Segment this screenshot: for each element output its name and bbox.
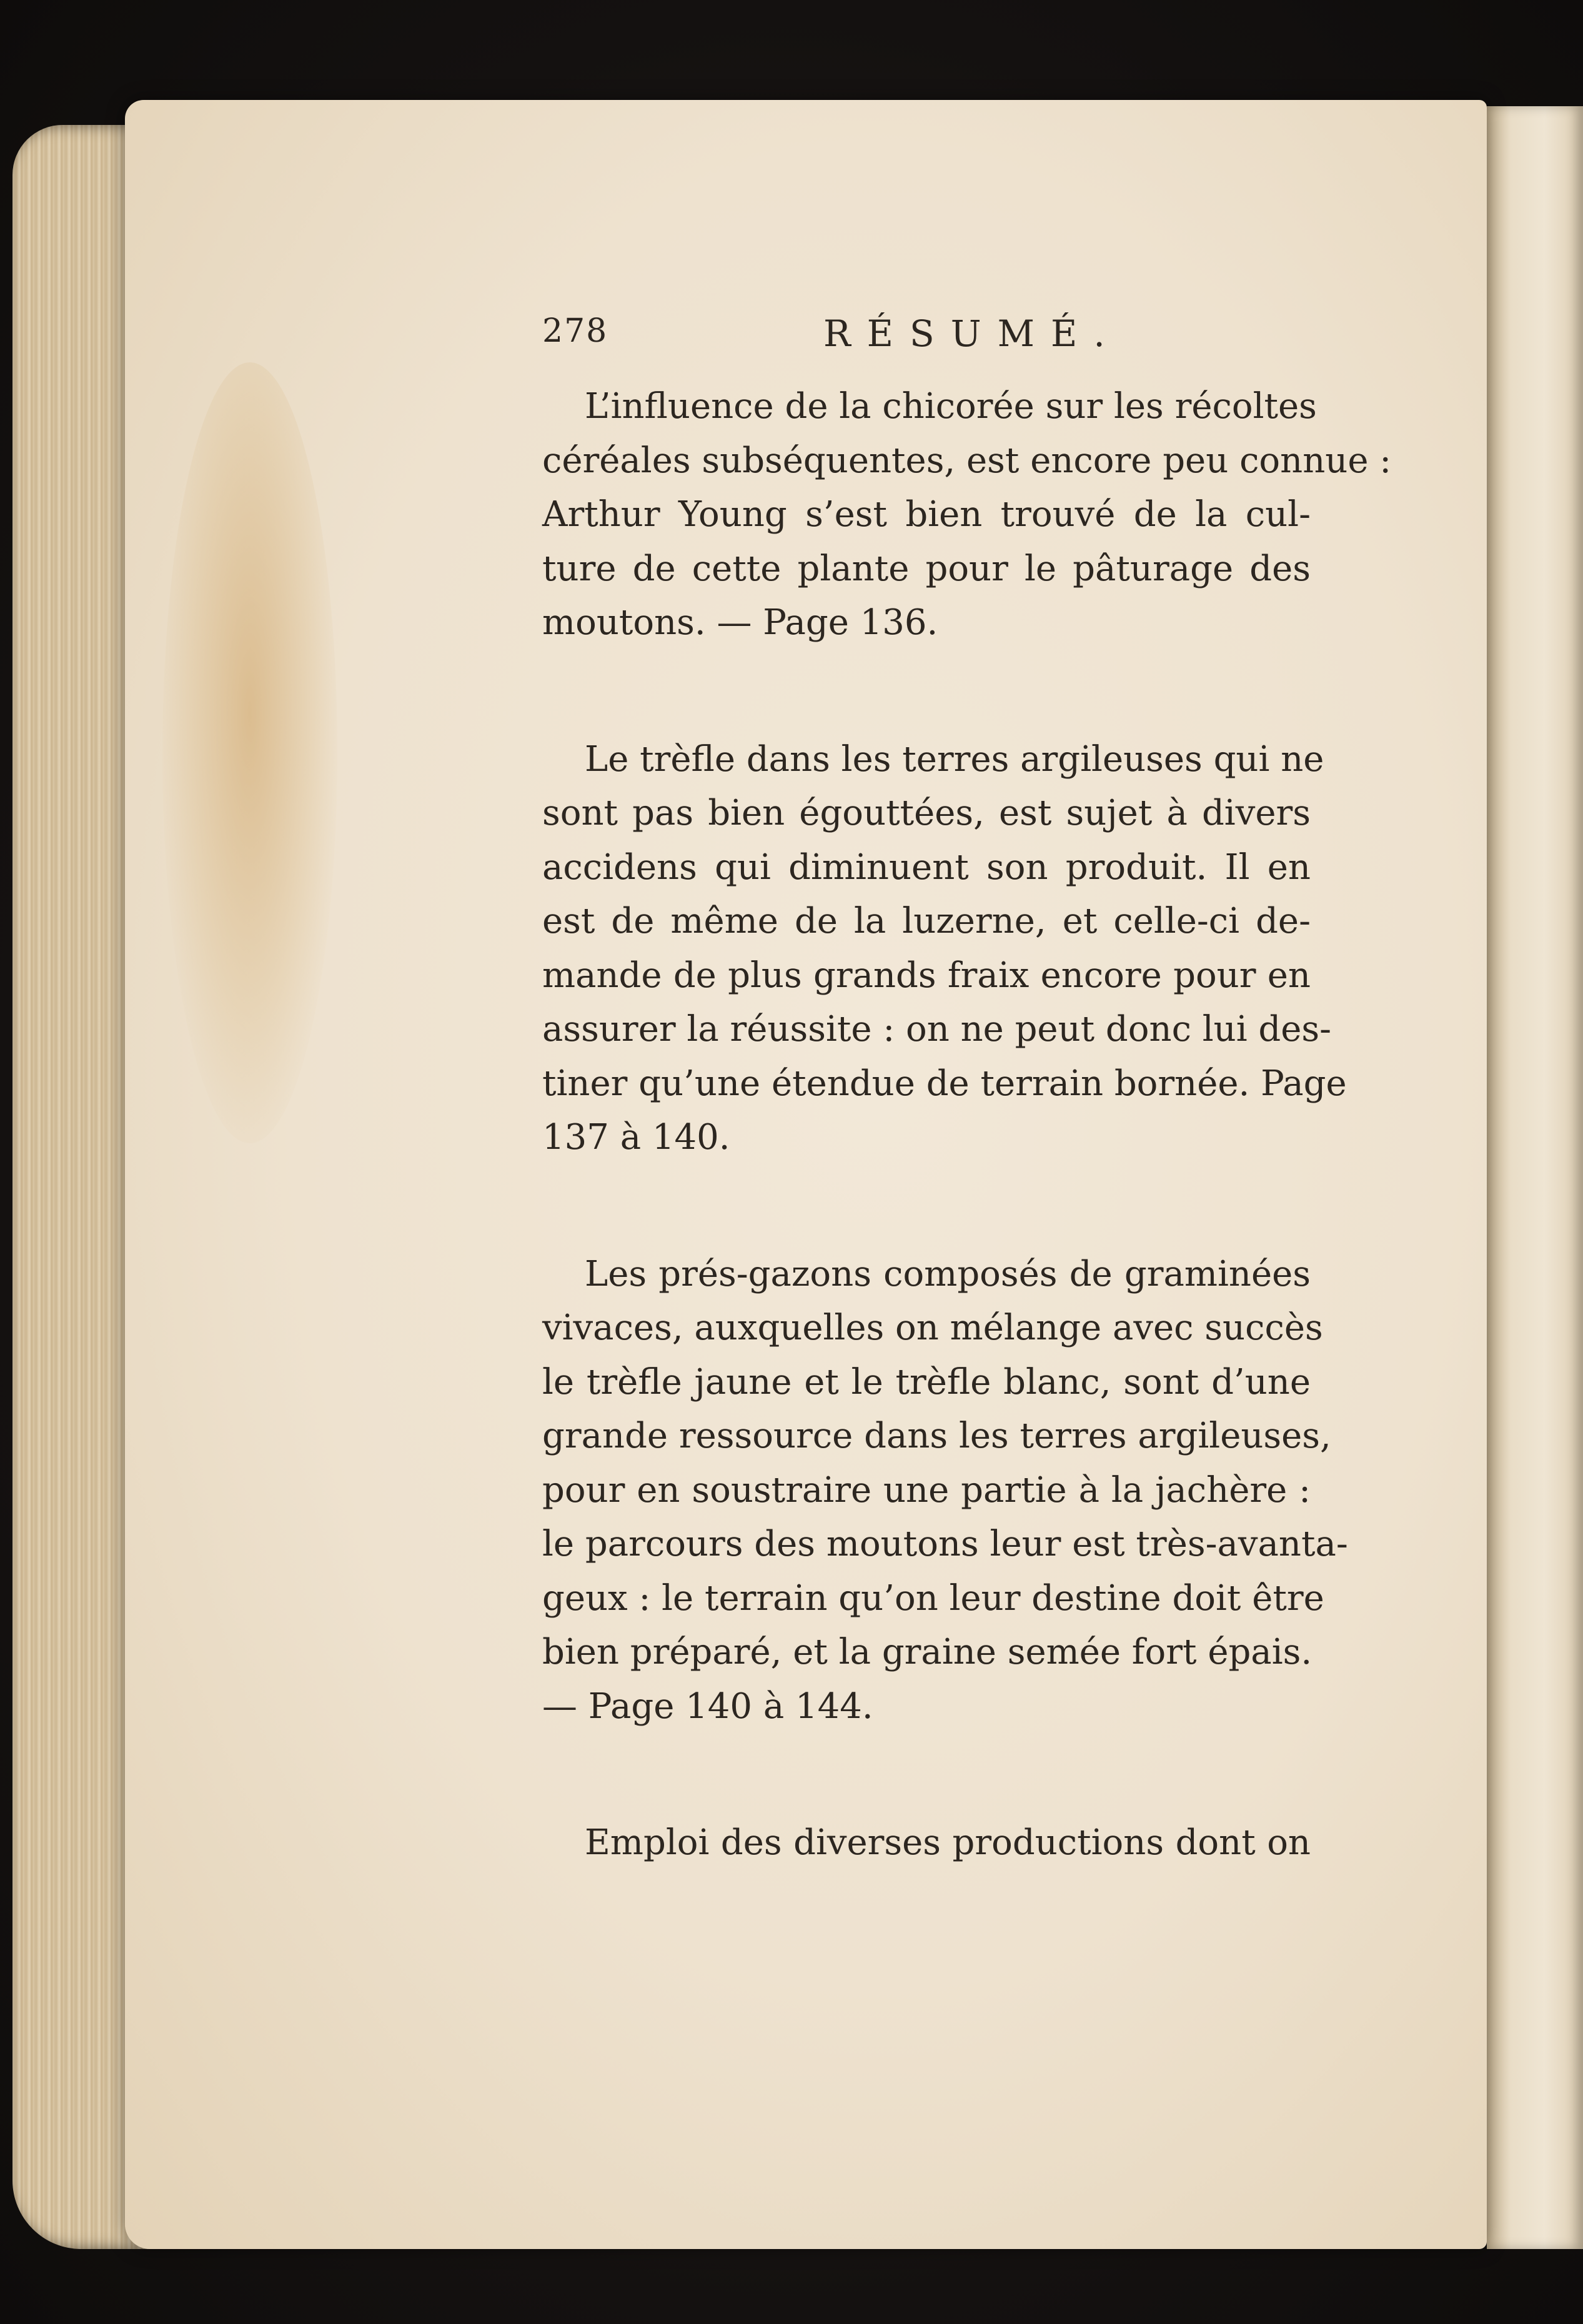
text-line: L’influence de la chicorée sur les récoltes [585, 386, 1317, 427]
text-line: céréales subséquentes, est encore peu connue : [542, 440, 1392, 481]
paragraph-emploi [542, 1816, 1311, 1870]
facing-page-edge [1487, 106, 1583, 2249]
page-header [542, 312, 1311, 369]
text-line: Arthur Young s’est bien trouvé de la cul- [542, 494, 1311, 535]
text-line: mande de plus grands fraix encore pour en [542, 955, 1311, 996]
text-line: Le trèfle dans les terres argileuses qui ne [585, 738, 1324, 780]
page-text [542, 312, 1392, 1953]
text-line: moutons. — Page 136. [542, 602, 938, 643]
paragraph-pres-gazons [542, 1248, 1348, 1734]
text-line: accidens qui diminuent son produit. Il en [542, 847, 1311, 888]
text-line: Les prés-gazons composés de graminées [585, 1253, 1311, 1294]
text-line: 137 à 140. [542, 1117, 730, 1158]
page-number: 278 [542, 312, 608, 350]
text-line: ture de cette plante pour le pâturage des [542, 548, 1311, 589]
text-line: assurer la réussite : on ne peut donc lui des- [542, 1009, 1332, 1050]
text-line: tiner qu’une étendue de terrain bornée. Page [542, 1063, 1347, 1104]
text-line: — Page 140 à 144. [542, 1686, 873, 1727]
text-line: pour en soustraire une partie à la jachère : [542, 1469, 1311, 1511]
text-line: est de même de la luzerne, et celle-ci de- [542, 901, 1311, 941]
paragraph-chicoree [542, 380, 1392, 650]
text-line: bien préparé, et la graine semée fort épais. [542, 1632, 1313, 1672]
water-stain [162, 362, 337, 1143]
text-line: sont pas bien égouttées, est sujet à divers [542, 793, 1311, 833]
text-line: geux : le terrain qu’on leur destine doit être [542, 1577, 1324, 1619]
text-line: le trèfle jaune et le trèfle blanc, sont d’une [542, 1361, 1311, 1403]
text-line: le parcours des moutons leur est très-avanta- [542, 1524, 1348, 1564]
running-head: RÉSUMÉ. [823, 312, 1121, 355]
text-line: vivaces, auxquelles on mélange avec succès [542, 1308, 1323, 1348]
paragraph-trefle [542, 733, 1347, 1165]
text-line: Emploi des diverses productions dont on [585, 1822, 1311, 1863]
text-line: grande ressource dans les terres argileuses, [542, 1416, 1331, 1456]
